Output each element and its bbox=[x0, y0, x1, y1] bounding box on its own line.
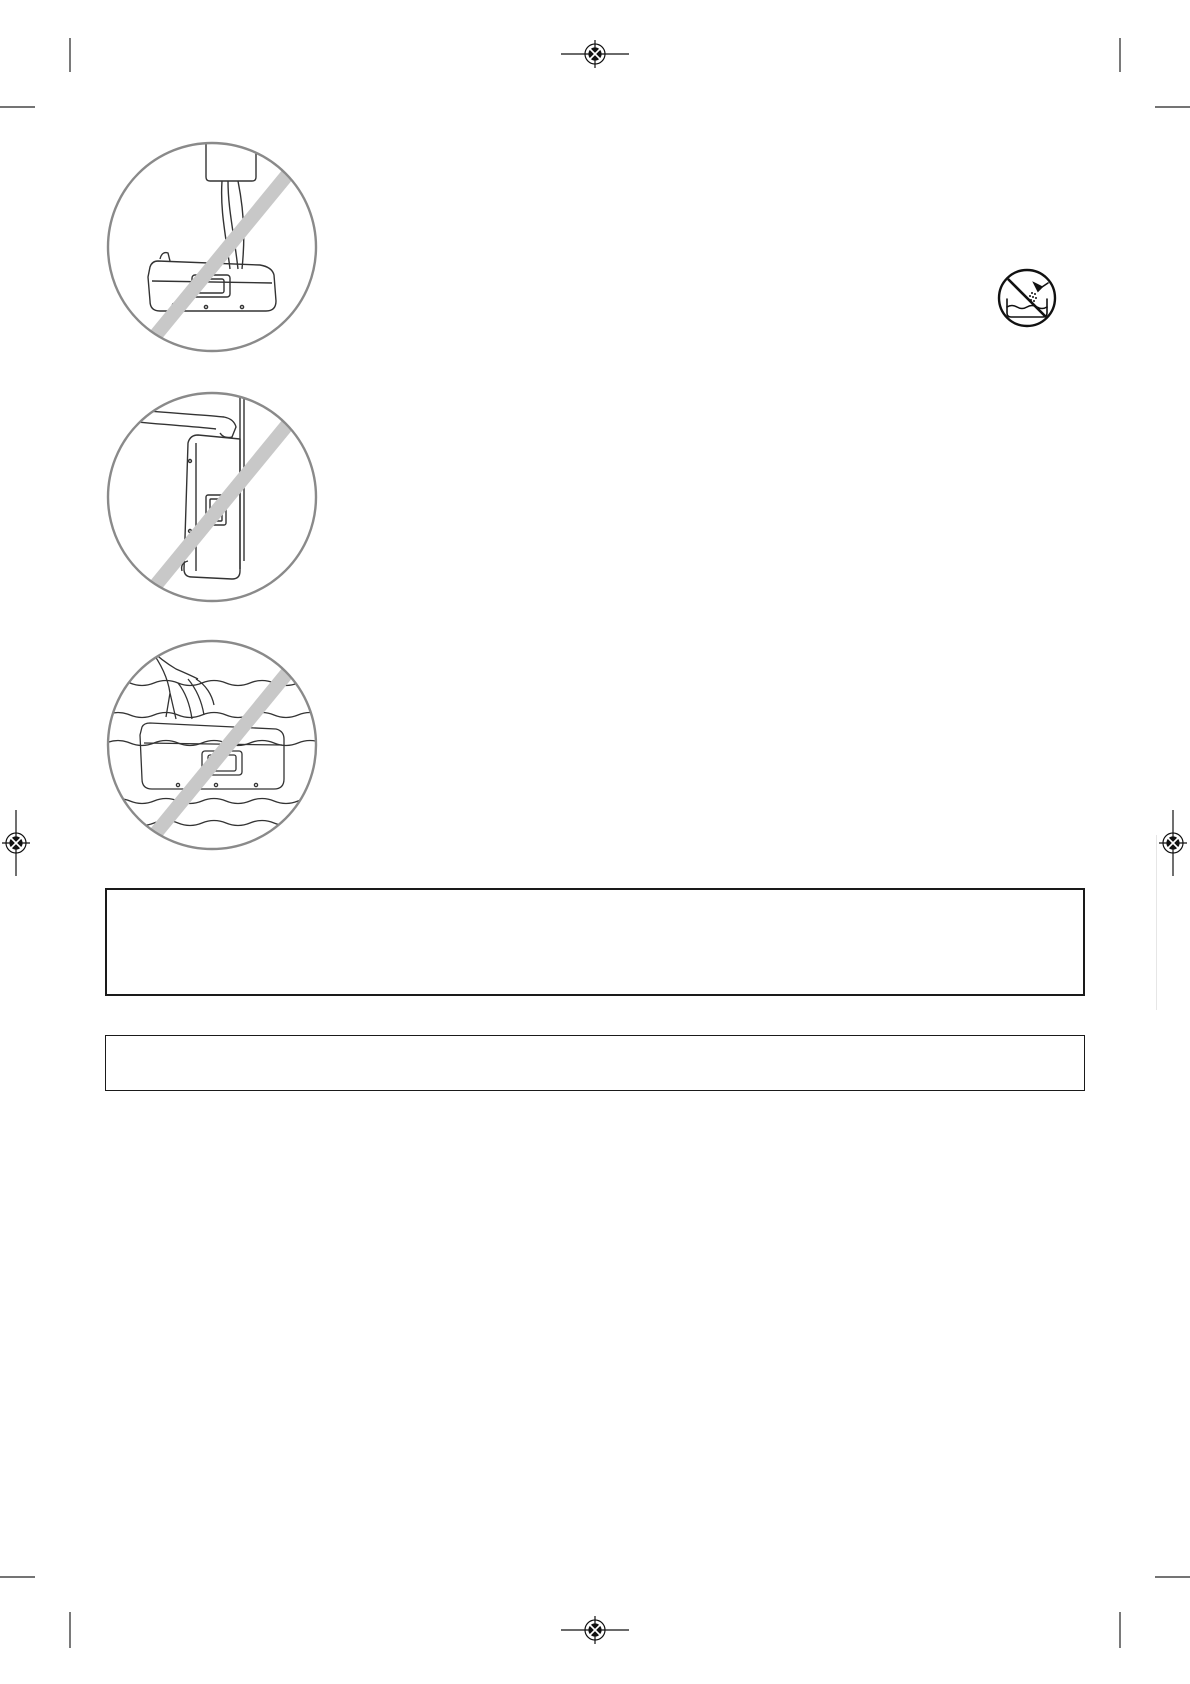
warning-text-box bbox=[105, 888, 1085, 996]
notice-text-box bbox=[105, 1035, 1085, 1091]
no-immersion-symbol-icon bbox=[996, 267, 1058, 329]
registration-mark-right bbox=[1159, 810, 1187, 876]
page-edge-rule bbox=[1156, 835, 1157, 1010]
registration-mark-top bbox=[561, 40, 629, 68]
registration-mark-left bbox=[2, 810, 30, 876]
no-lift-by-cord-illustration bbox=[106, 141, 318, 353]
no-pull-from-wall-illustration bbox=[106, 391, 318, 603]
registration-mark-bottom bbox=[561, 1616, 629, 1644]
no-immersion-illustration bbox=[106, 639, 318, 851]
